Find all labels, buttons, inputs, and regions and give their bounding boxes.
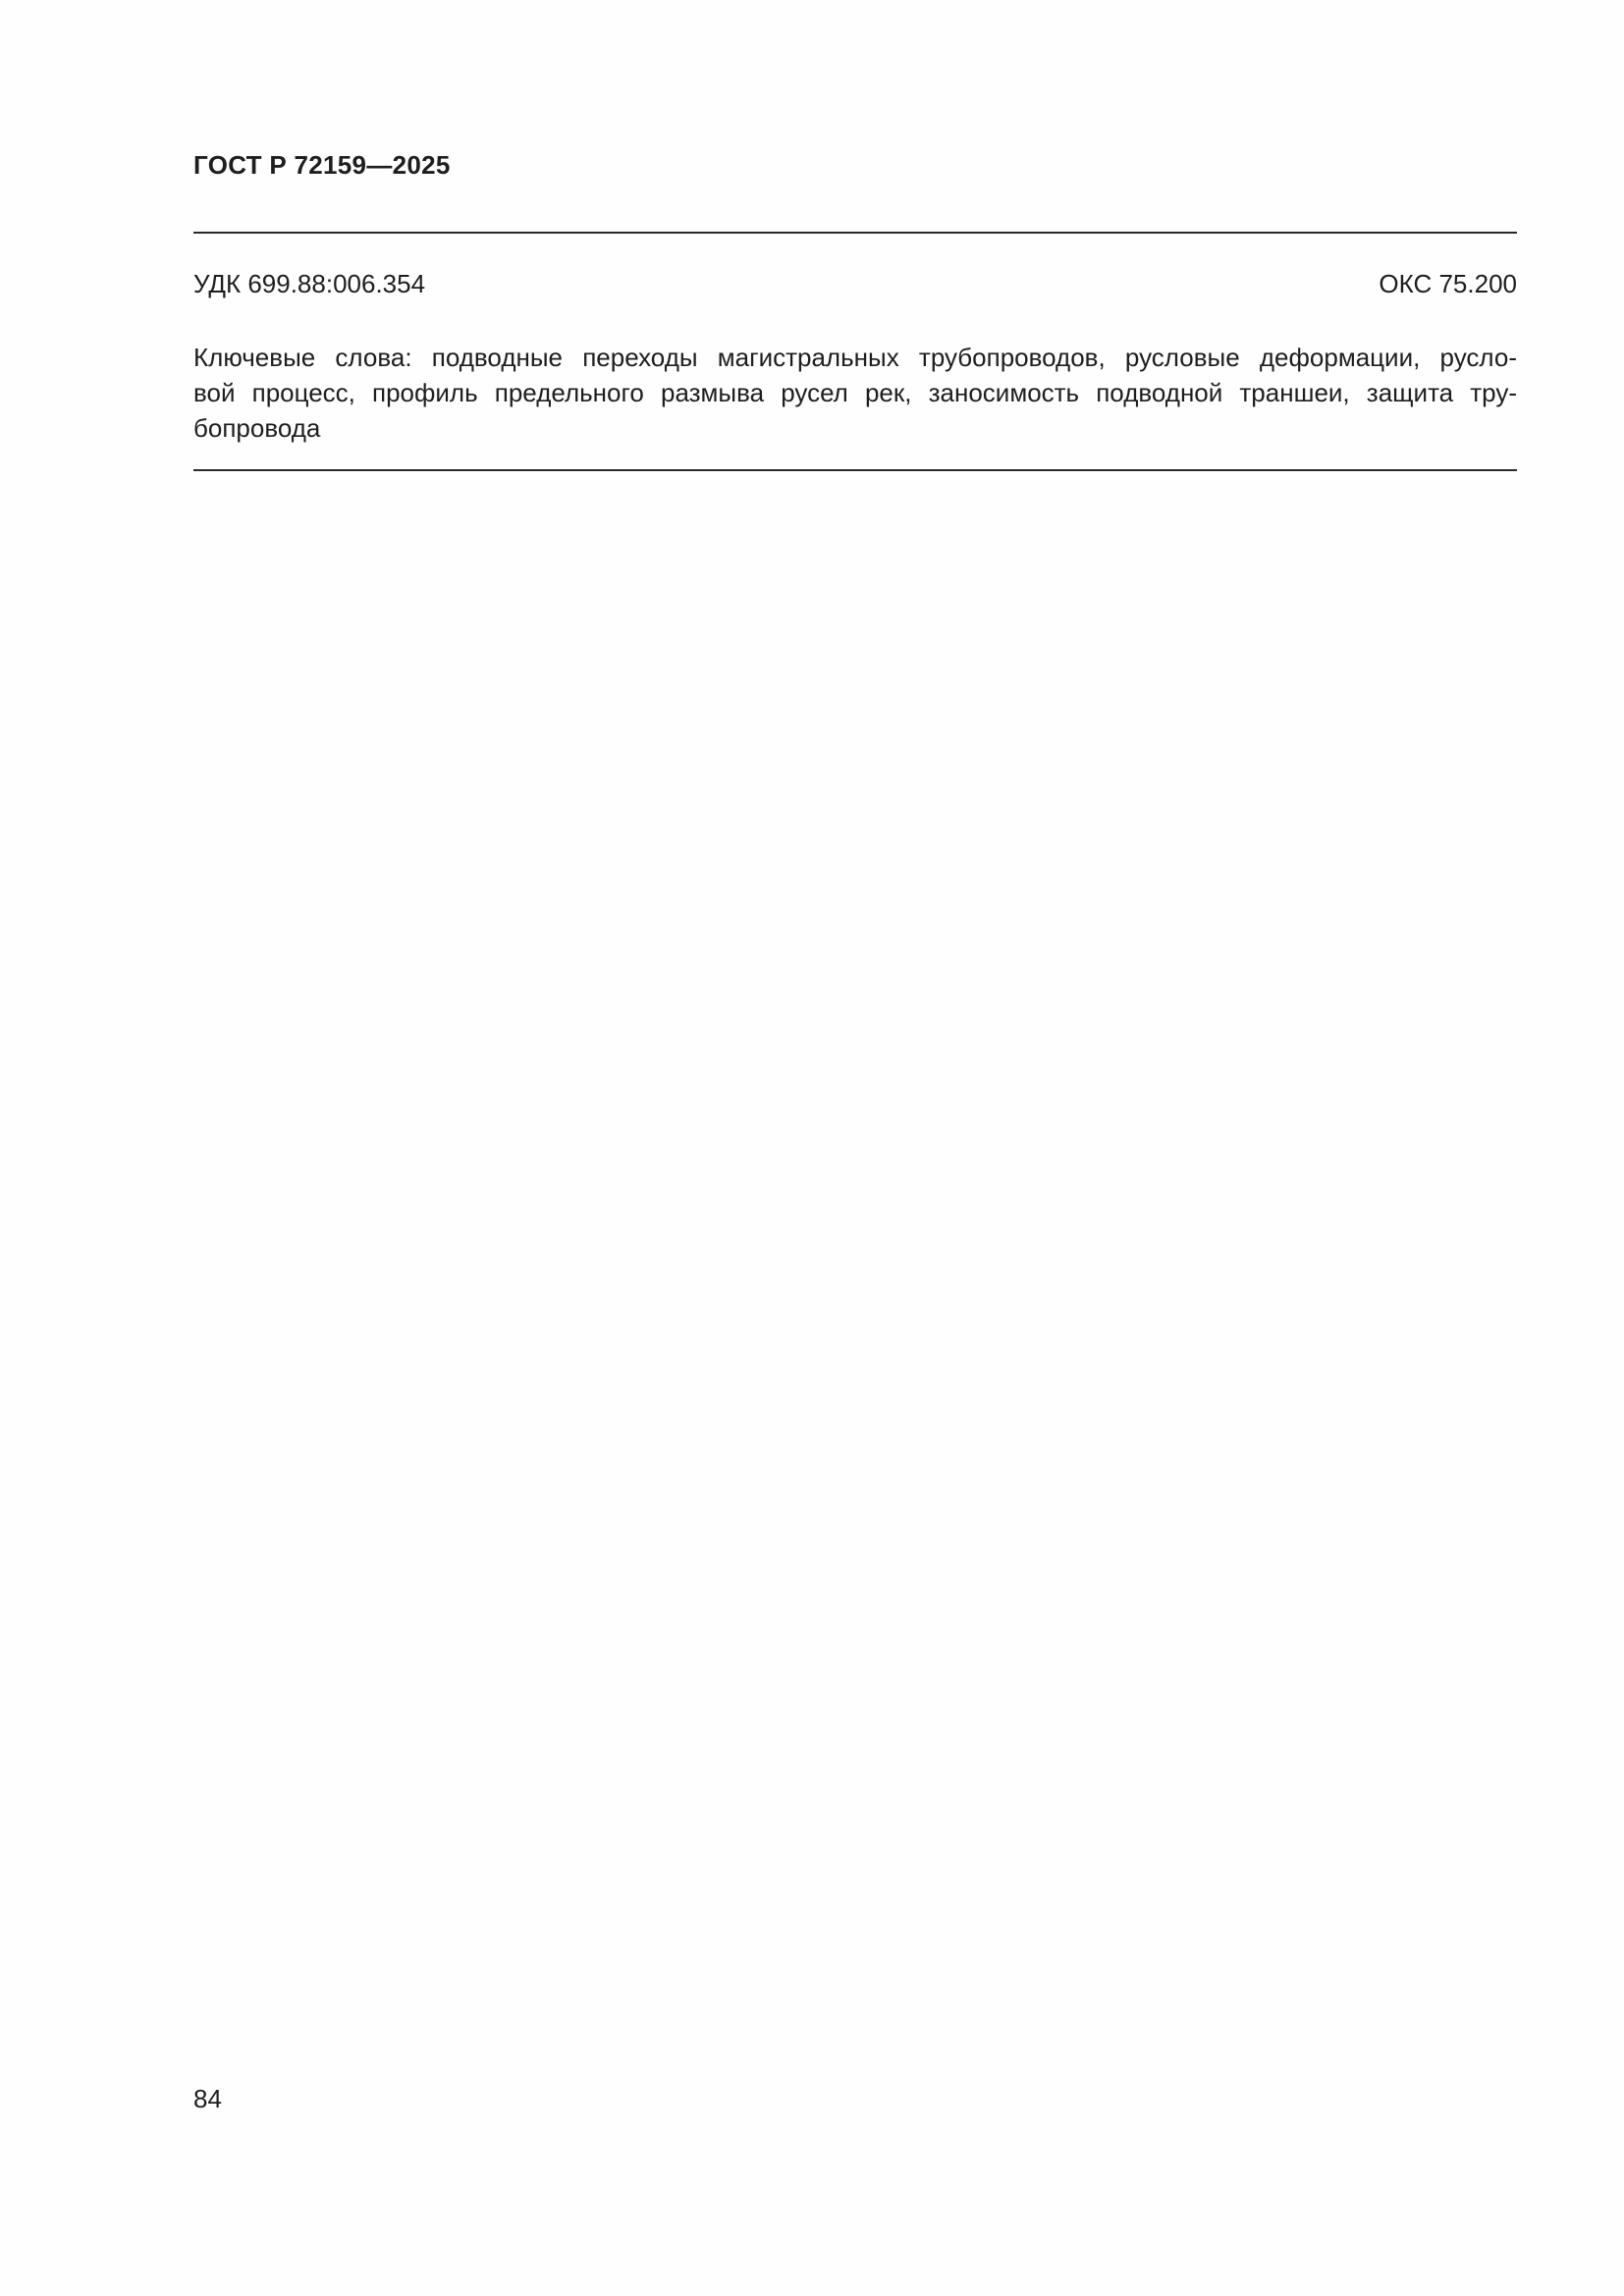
bottom-divider [193, 469, 1517, 471]
oks-code: ОКС 75.200 [1379, 269, 1517, 298]
top-divider [193, 232, 1517, 234]
keywords-line: вой процесс, профиль предельного размыва русел рек, заносимость подводной траншеи, защита тру- [193, 378, 1517, 407]
page-number: 84 [193, 2084, 222, 2113]
keywords-line: Ключевые слова: подводные переходы магистральных трубопроводов, русловые деформации, русло- [193, 343, 1517, 372]
classification-row [193, 266, 1517, 301]
keywords-block [193, 340, 1517, 446]
keywords-line: бопровода [193, 413, 321, 443]
standard-identifier: ГОСТ Р 72159—2025 [193, 150, 451, 180]
udc-code: УДК 699.88:006.354 [193, 269, 426, 298]
